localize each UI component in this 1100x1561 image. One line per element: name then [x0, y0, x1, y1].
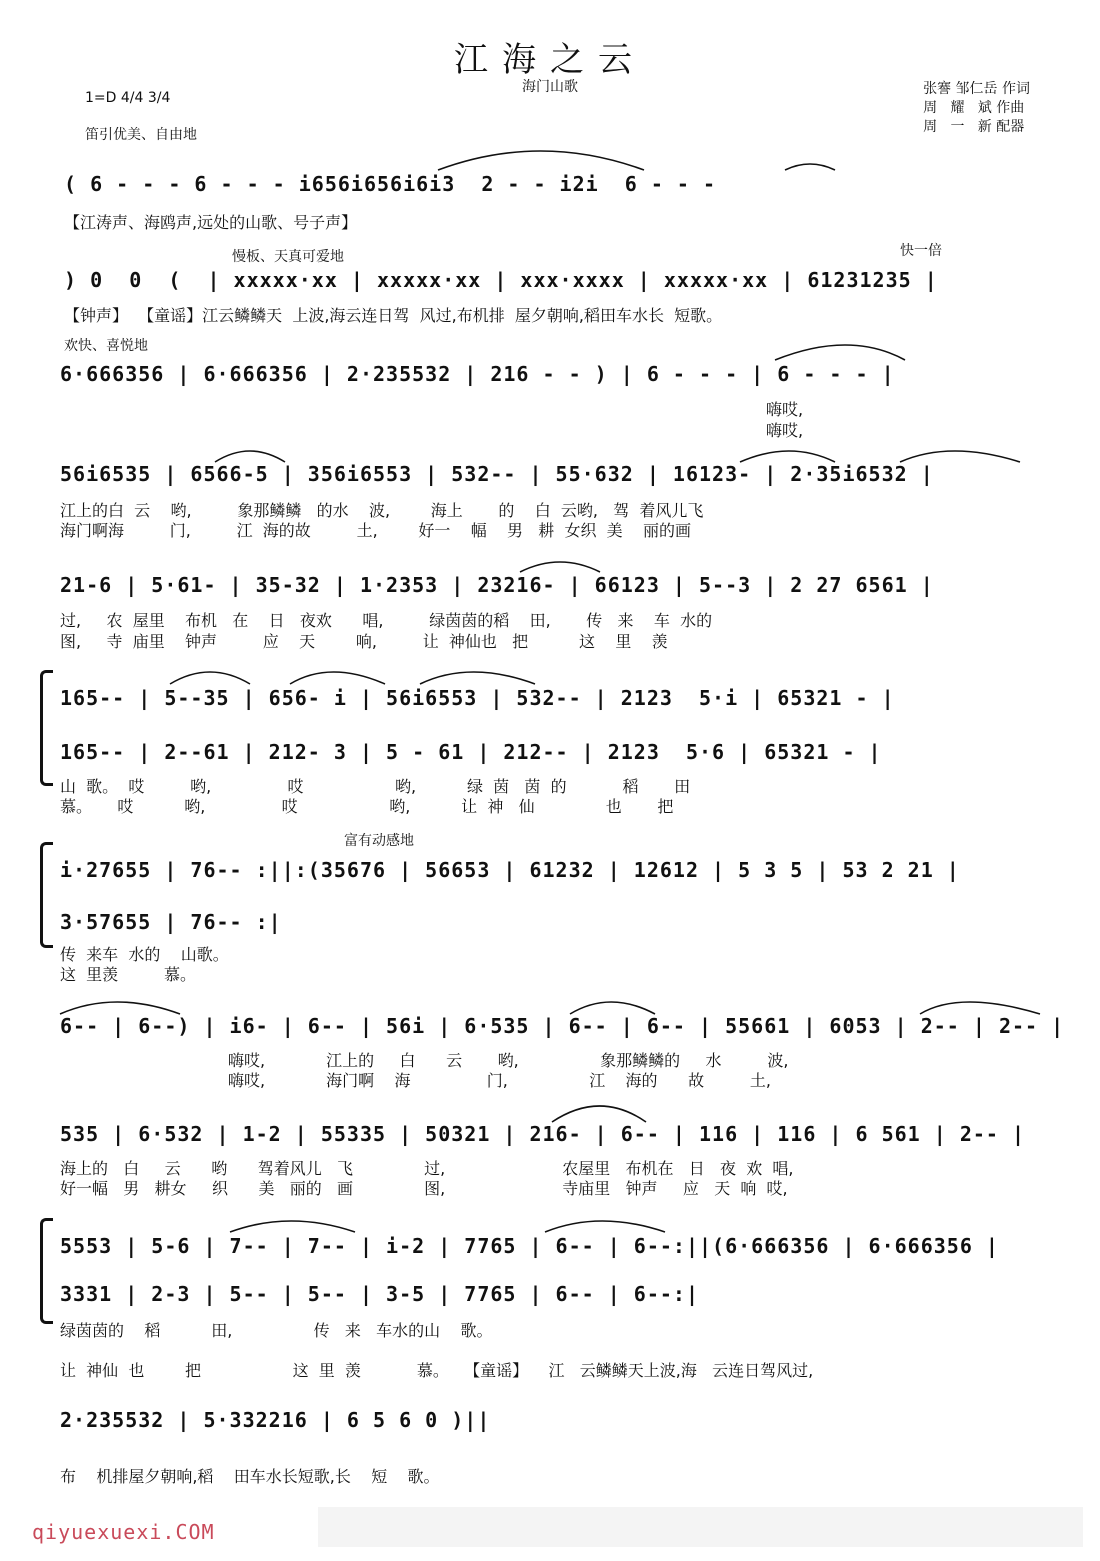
- site-watermark: qiyuexuexi.COM: [32, 1520, 215, 1544]
- staff-line-6-upper: 165-- | 5--35 | 656- i | 56i6553 | 532-- | 2123 5·i | 65321 - |: [60, 686, 895, 710]
- staff-line-9: 535 | 6·532 | 1-2 | 55335 | 50321 | 216- | 6-- | 116 | 116 | 6 561 | 2-- |: [60, 1122, 1026, 1146]
- lyric-line-6b: 慕。 哎 哟, 哎 哟, 让 神 仙 也 把: [60, 797, 674, 816]
- staff-line-1: ( 6 - - - 6 - - - i656i656i6i3 2 - - i2i 6 - - -: [64, 172, 717, 196]
- staff-line-7-upper: i·27655 | 76-- :||:(35676 | 56653 | 61232 | 12612 | 5 3 5 | 53 2 21 |: [60, 858, 960, 882]
- lyric-line-4b: 海门啊海 门, 江 海的故 土, 好一 幅 男 耕 女织 美 丽的画: [60, 521, 691, 540]
- lyric-line-6a: 山 歌。 哎 哟, 哎 哟, 绿 茵 茵 的 稻 田: [60, 777, 691, 796]
- lyric-line-9a: 海上的 白 云 哟 驾着风儿 飞 过, 农屋里 布机在 日 夜 欢 唱,: [60, 1159, 794, 1178]
- lyric-line-10a: 绿茵茵的 稻 田, 传 来 车水的山 歌。: [60, 1321, 493, 1340]
- staff-line-5: 21-6 | 5·61- | 35-32 | 1·2353 | 23216- | 66123 | 5--3 | 2 27 6561 |: [60, 573, 934, 597]
- tempo-fast: 快一倍: [900, 243, 942, 259]
- lyric-line-10b: 让 神仙 也 把 这 里 羡 慕。 【童谣】 江 云鳞鳞天上波,海 云连日驾风过,: [60, 1361, 814, 1380]
- caption-line-1: 【江涛声、海鸥声,远处的山歌、号子声】: [64, 213, 358, 232]
- lyric-line-3b: 嗨哎,: [766, 421, 804, 440]
- tempo-slow: 慢板、天真可爱地: [232, 249, 344, 265]
- subtitle: 海门山歌: [522, 79, 578, 95]
- staff-line-2: ) 0 0 ( | xxxxx·xx | xxxxx·xx | xxx·xxxx | xxxxx·xx | 61231235 |: [64, 268, 938, 292]
- lyric-line-9b: 好一幅 男 耕女 织 美 丽的 画 图, 寺庙里 钟声 应 天 响 哎,: [60, 1179, 788, 1198]
- lyric-line-4a: 江上的白 云 哟, 象那鳞鳞 的水 波, 海上 的 白 云哟, 驾 着风儿飞: [60, 501, 704, 520]
- footer-band: [318, 1507, 1083, 1547]
- lyric-line-5b: 图, 寺 庙里 钟声 应 天 响, 让 神仙也 把 这 里 羡: [60, 632, 668, 651]
- intro-marking: 笛引优美、自由地: [85, 127, 197, 143]
- lyric-line-7b: 这 里羡 慕。: [60, 965, 196, 984]
- staff-line-6-lower: 165-- | 2--61 | 212- 3 | 5 - 61 | 212-- | 2123 5·6 | 65321 - |: [60, 740, 882, 764]
- staff-line-10-upper: 5553 | 5-6 | 7-- | 7-- | i-2 | 7765 | 6-- | 6--:||(6·666356 | 6·666356 |: [60, 1234, 999, 1258]
- staff-line-8: 6-- | 6--) | i6- | 6-- | 56i | 6·535 | 6-- | 6-- | 55661 | 6053 | 2-- | 2-- |: [60, 1014, 1065, 1038]
- lyric-line-3a: 嗨哎,: [766, 400, 804, 419]
- tempo-dynamic: 富有动感地: [344, 833, 414, 849]
- lyric-line-8a: 嗨哎, 江上的 白 云 哟, 象那鳞鳞的 水 波,: [228, 1051, 789, 1070]
- staff-line-7-lower: 3·57655 | 76-- :|: [60, 910, 282, 934]
- staff-line-4: 56i6535 | 6566-5 | 356i6553 | 532-- | 55·632 | 16123- | 2·35i6532 |: [60, 462, 934, 486]
- lyric-line-7a: 传 来车 水的 山歌。: [60, 945, 229, 964]
- lyric-line-2: 【钟声】 【童谣】江云鳞鳞天 上波,海云连日驾 风过,布机排 屋夕朝响,稻田车水长 短歌。: [64, 306, 723, 325]
- credit-lyricist: 张謇 邹仁岳 作词: [923, 81, 1030, 97]
- lyric-line-11: 布 机排屋夕朝响,稻 田车水长短歌,长 短 歌。: [60, 1467, 440, 1486]
- tempo-happy: 欢快、喜悦地: [64, 338, 148, 354]
- credit-composer: 周 耀 斌 作曲: [923, 100, 1025, 116]
- lyric-line-8b: 嗨哎, 海门啊 海 门, 江 海的 故 土,: [228, 1071, 771, 1090]
- key-signature: 1=D 4/4 3/4: [85, 90, 171, 106]
- staff-line-11: 2·235532 | 5·332216 | 6 5 6 0 )||: [60, 1408, 491, 1432]
- page-title: 江海之云: [454, 40, 646, 80]
- lyric-line-5a: 过, 农 屋里 布机 在 日 夜欢 唱, 绿茵茵的稻 田, 传 来 车 水的: [60, 611, 713, 630]
- staff-line-10-lower: 3331 | 2-3 | 5-- | 5-- | 3-5 | 7765 | 6-- | 6--:|: [60, 1282, 700, 1306]
- credit-arranger: 周 一 新 配器: [923, 119, 1025, 135]
- staff-line-3: 6·666356 | 6·666356 | 2·235532 | 216 - - ) | 6 - - - | 6 - - - |: [60, 362, 895, 386]
